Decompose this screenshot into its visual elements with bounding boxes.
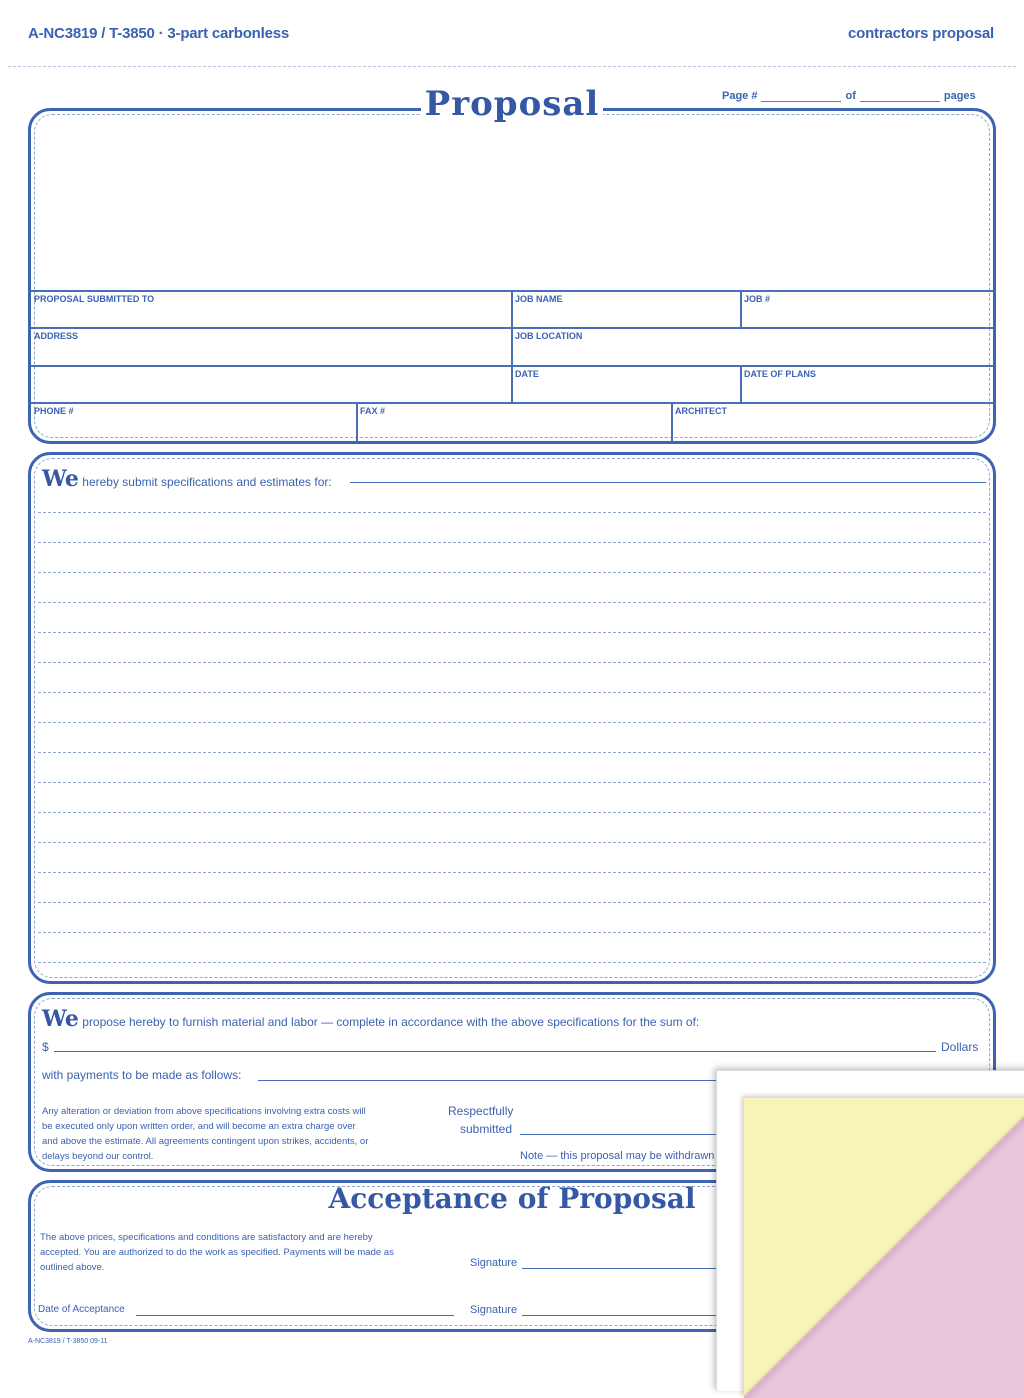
grid-line xyxy=(671,402,673,441)
submitted-signature-field[interactable] xyxy=(520,1134,740,1135)
date-of-plans-label: DATE OF PLANS xyxy=(744,369,816,379)
payments-field[interactable] xyxy=(258,1080,738,1081)
writing-line[interactable] xyxy=(38,752,986,753)
page-number-line xyxy=(722,90,976,102)
specifications-heading xyxy=(42,466,332,492)
drop-cap: We xyxy=(42,1006,79,1032)
submitted-label: submitted xyxy=(460,1122,513,1136)
payments-label: with payments to be made as follows: xyxy=(42,1068,242,1082)
respectfully-label: Respectfully xyxy=(448,1104,514,1118)
writing-line[interactable] xyxy=(38,632,986,633)
page-number-field[interactable] xyxy=(761,91,841,102)
page-curl-shadow xyxy=(744,1098,1024,1398)
footer-code: A-NC3819 / T-3850 09-11 xyxy=(28,1338,108,1345)
writing-line[interactable] xyxy=(38,842,986,843)
proposal-title: Proposal xyxy=(421,84,604,124)
grid-line xyxy=(740,365,742,402)
proposal-submitted-to-label: PROPOSAL SUBMITTED TO xyxy=(34,294,155,304)
job-name-label: JOB NAME xyxy=(515,294,563,304)
specifications-text: hereby submit specifications and estimates for: xyxy=(82,475,332,489)
page-label: Page # xyxy=(722,90,758,102)
signature-label-2: Signature xyxy=(470,1304,518,1316)
writing-line[interactable] xyxy=(38,812,986,813)
acceptance-text: The above prices, specifications and conditions are satisfactory and are hereby accepted. You are authorized to do the work as specified. Payments will be made as outlined above. xyxy=(40,1232,394,1273)
writing-line[interactable] xyxy=(38,782,986,783)
writing-line[interactable] xyxy=(38,692,986,693)
writing-line[interactable] xyxy=(38,602,986,603)
writing-line[interactable] xyxy=(38,572,986,573)
signature-field-2[interactable] xyxy=(522,1315,742,1316)
acceptance-title: Acceptance of Proposal xyxy=(328,1182,696,1215)
drop-cap: We xyxy=(42,466,79,492)
writing-line[interactable] xyxy=(38,542,986,543)
terms-heading xyxy=(42,1006,699,1032)
phone-label: PHONE # xyxy=(34,406,74,416)
dollars-label: Dollars xyxy=(941,1040,979,1054)
dollar-sign: $ xyxy=(42,1040,49,1054)
writing-line[interactable] xyxy=(38,902,986,903)
writing-line[interactable] xyxy=(38,932,986,933)
form-type: contractors proposal xyxy=(847,25,994,42)
form-code: A-NC3819 / T-3850 · 3-part carbonless xyxy=(28,25,290,42)
withdraw-note: Note — this proposal may be withdrawn xyxy=(520,1150,715,1162)
specifications-box xyxy=(28,452,996,984)
date-of-acceptance-field[interactable] xyxy=(136,1315,454,1316)
of-label: of xyxy=(845,90,856,102)
terms-text: propose hereby to furnish material and labor — complete in accordance with the above specifications for the sum of: xyxy=(82,1015,700,1029)
address-label: ADDRESS xyxy=(34,331,79,341)
architect-label: ARCHITECT xyxy=(675,406,727,416)
writing-line[interactable] xyxy=(38,662,986,663)
writing-line[interactable] xyxy=(38,872,986,873)
job-number-label: JOB # xyxy=(744,294,771,304)
grid-line xyxy=(356,402,358,441)
specifications-first-line[interactable] xyxy=(350,482,986,483)
page-total-field[interactable] xyxy=(860,91,940,102)
grid-line xyxy=(740,290,742,327)
date-of-acceptance-label: Date of Acceptance xyxy=(38,1304,125,1315)
signature-field[interactable] xyxy=(522,1268,742,1269)
grid-line xyxy=(511,290,513,402)
header-separator xyxy=(8,66,1016,67)
terms-fine-print: Any alteration or deviation from above specifications involving extra costs will be executed only upon written order, and will become an extra charge over and above the estimate. All agreements contingent upon strikes, accidents, or delays beyond our control. xyxy=(42,1106,369,1162)
pages-label: pages xyxy=(943,90,976,102)
date-label: DATE xyxy=(515,369,539,379)
signature-label: Signature xyxy=(470,1257,518,1269)
writing-line[interactable] xyxy=(38,962,986,963)
writing-line[interactable] xyxy=(38,512,986,513)
grid-line xyxy=(31,402,993,404)
sum-field[interactable] xyxy=(54,1051,936,1052)
fax-label: FAX # xyxy=(360,406,386,416)
job-location-label: JOB LOCATION xyxy=(515,331,583,341)
writing-line[interactable] xyxy=(38,722,986,723)
